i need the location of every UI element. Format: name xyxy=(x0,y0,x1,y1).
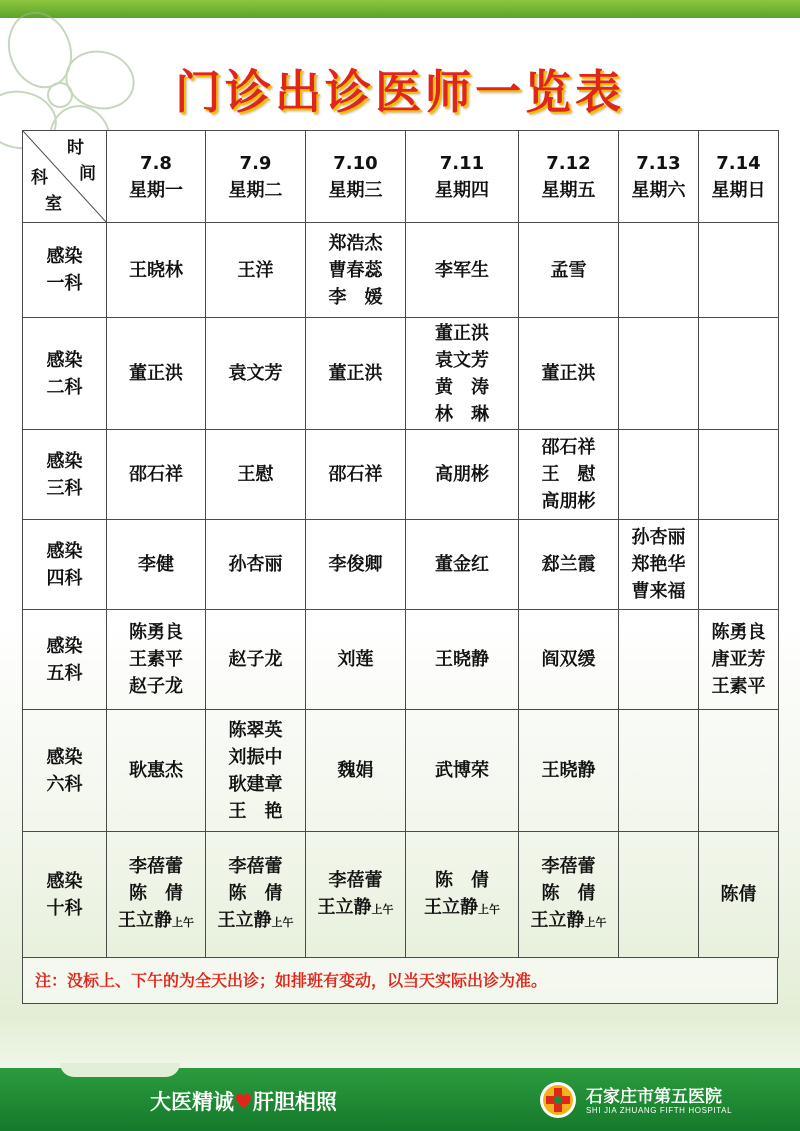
doctor-name: 董正洪 xyxy=(129,363,183,384)
doctor-name: 王晓静 xyxy=(435,649,489,670)
doctor-cell xyxy=(206,710,306,832)
shift-tag: 上午 xyxy=(478,902,500,916)
doctor-cell xyxy=(406,832,519,958)
doctor-cell xyxy=(206,520,306,610)
doctor-cell xyxy=(699,318,779,430)
doctor-name: 林 琳 xyxy=(435,403,489,425)
doctor-name: 陈勇良 xyxy=(129,622,183,643)
doctor-name: 武博荣 xyxy=(435,760,489,781)
dept-label: 四科 xyxy=(46,567,83,589)
doctor-cell xyxy=(519,223,619,318)
day-header: 7.11 星期四 xyxy=(406,131,519,223)
doctor-cell xyxy=(619,610,699,710)
doctor-name: 邵石祥 xyxy=(541,437,596,458)
doctor-cell xyxy=(107,223,206,318)
corner-cell xyxy=(23,131,107,223)
doctor-cell xyxy=(519,710,619,832)
doctor-name: 郄兰霞 xyxy=(541,554,596,575)
doctor-cell xyxy=(699,430,779,520)
doctor-name: 王慰 xyxy=(237,464,274,485)
corner-dept-left: 科 xyxy=(31,168,48,188)
doctor-cell xyxy=(206,430,306,520)
doctor-name: 邵石祥 xyxy=(328,464,383,485)
doctor-name: 李俊卿 xyxy=(328,554,383,575)
doctor-name: 李健 xyxy=(138,554,174,575)
doctor-name: 王素平 xyxy=(129,649,183,670)
day-header: 7.13 星期六 xyxy=(619,131,699,223)
schedule-note: 注：没标上、下午的为全天出诊；如排班有变动，以当天实际出诊为准。 xyxy=(22,958,778,1004)
doctor-name: 董正洪 xyxy=(541,363,596,384)
doctor-cell xyxy=(107,832,206,958)
doctor-name: 郑浩杰 xyxy=(328,232,383,254)
doctor-name: 陈 倩 xyxy=(541,883,596,904)
doctor-name: 唐亚芳 xyxy=(711,649,766,670)
doctor-cell xyxy=(519,610,619,710)
doctor-cell xyxy=(206,223,306,318)
doctor-name: 王立静上午 xyxy=(424,896,500,918)
doctor-cell xyxy=(619,520,699,610)
doctor-name: 李蓓蕾 xyxy=(541,856,596,877)
doctor-cell xyxy=(619,430,699,520)
shift-tag: 上午 xyxy=(584,916,607,929)
doctor-name: 陈翠英 xyxy=(228,719,283,741)
doctor-cell xyxy=(406,223,519,318)
dept-label: 感染 xyxy=(46,450,83,472)
doctor-name: 王立静上午 xyxy=(530,910,607,931)
dept-label: 五科 xyxy=(46,662,83,684)
doctor-cell xyxy=(699,832,779,958)
shift-tag: 上午 xyxy=(371,902,394,916)
doctor-name: 李蓓蕾 xyxy=(228,856,283,877)
doctor-name: 王立静上午 xyxy=(217,910,294,931)
doctor-name: 陈倩 xyxy=(720,884,757,905)
doctor-name: 陈 倩 xyxy=(228,883,283,904)
hospital-name: 石家庄市第五医院 xyxy=(586,1087,722,1107)
doctor-cell xyxy=(107,430,206,520)
doctor-cell xyxy=(406,710,519,832)
table-row xyxy=(23,610,779,710)
doctor-name: 孟雪 xyxy=(550,259,587,281)
doctor-cell xyxy=(107,610,206,710)
doctor-name: 赵子龙 xyxy=(228,649,283,670)
corner-time-bottom: 间 xyxy=(79,164,96,184)
dept-label: 三科 xyxy=(46,477,83,499)
doctor-name: 王立静上午 xyxy=(317,896,394,918)
doctor-cell xyxy=(619,318,699,430)
table-row xyxy=(23,318,779,430)
doctor-name: 赵子龙 xyxy=(129,676,183,697)
doctor-name: 王 慰 xyxy=(541,464,596,485)
doctor-name: 孙杏丽 xyxy=(631,527,686,548)
doctor-name: 王洋 xyxy=(237,259,274,281)
dept-label: 一科 xyxy=(46,273,83,294)
doctor-cell xyxy=(519,318,619,430)
corner-dept-bottom: 室 xyxy=(45,194,62,214)
doctor-name: 陈勇良 xyxy=(711,622,766,643)
dept-cell xyxy=(23,318,107,430)
doctor-name: 高朋彬 xyxy=(541,491,596,512)
hospital-logo-icon xyxy=(538,1080,578,1120)
doctor-name: 李军生 xyxy=(435,259,489,281)
doctor-cell xyxy=(406,318,519,430)
doctor-name: 孙杏丽 xyxy=(228,554,283,575)
dept-label: 感染 xyxy=(46,635,83,657)
dept-label: 十科 xyxy=(46,897,83,919)
doctor-name: 李 媛 xyxy=(328,286,383,308)
day-header: 7.8 星期一 xyxy=(107,131,206,223)
doctor-name: 曹春蕊 xyxy=(328,259,383,281)
dept-label: 感染 xyxy=(46,746,83,768)
doctor-name: 高朋彬 xyxy=(435,464,489,485)
doctor-name: 刘莲 xyxy=(337,649,374,670)
doctor-cell xyxy=(107,318,206,430)
doctor-cell xyxy=(306,520,406,610)
corner-time-top: 时 xyxy=(67,138,84,158)
header-row xyxy=(23,131,779,223)
doctor-cell xyxy=(406,430,519,520)
doctor-cell xyxy=(619,223,699,318)
doctor-name: 黄 涛 xyxy=(435,376,489,398)
doctor-cell xyxy=(519,832,619,958)
dept-label: 二科 xyxy=(46,376,83,398)
doctor-name: 阎双缓 xyxy=(541,649,596,670)
doctor-name: 董正洪 xyxy=(328,363,383,384)
doctor-name: 陈 倩 xyxy=(435,869,489,891)
dept-label: 六科 xyxy=(46,773,83,795)
doctor-name: 邵石祥 xyxy=(129,464,183,485)
slogan-part-b: 肝胆相照 xyxy=(252,1090,337,1114)
table-row xyxy=(23,430,779,520)
doctor-cell xyxy=(699,610,779,710)
shift-tag: 上午 xyxy=(271,916,294,929)
doctor-cell xyxy=(699,710,779,832)
doctor-name: 袁文芳 xyxy=(228,363,283,384)
doctor-cell xyxy=(306,832,406,958)
doctor-name: 魏娟 xyxy=(337,760,374,781)
doctor-cell xyxy=(406,520,519,610)
doctor-name: 董正洪 xyxy=(435,322,489,344)
dept-cell xyxy=(23,520,107,610)
doctor-name: 袁文芳 xyxy=(435,349,489,371)
doctor-name: 耿惠杰 xyxy=(129,760,183,781)
doctor-name: 郑艳华 xyxy=(631,554,686,575)
doctor-name: 王素平 xyxy=(711,676,766,697)
doctor-cell xyxy=(699,520,779,610)
doctor-cell xyxy=(699,223,779,318)
doctor-cell xyxy=(306,610,406,710)
doctor-name: 刘振中 xyxy=(228,746,283,768)
doctor-cell xyxy=(107,520,206,610)
dept-cell xyxy=(23,430,107,520)
footer-slogan xyxy=(150,1086,337,1116)
doctor-name: 陈 倩 xyxy=(129,883,183,904)
day-header: 7.14 星期日 xyxy=(699,131,779,223)
table-row xyxy=(23,832,779,958)
day-header: 7.9 星期二 xyxy=(206,131,306,223)
doctor-name: 王晓林 xyxy=(129,259,183,281)
doctor-cell xyxy=(306,223,406,318)
table-row xyxy=(23,223,779,318)
doctor-name: 王晓静 xyxy=(541,760,596,781)
doctor-name: 李蓓蕾 xyxy=(129,856,183,877)
dept-label: 感染 xyxy=(46,870,83,892)
dept-cell xyxy=(23,610,107,710)
doctor-name: 耿建章 xyxy=(228,773,283,795)
doctor-cell xyxy=(306,318,406,430)
dept-cell xyxy=(23,223,107,318)
dept-label: 感染 xyxy=(46,349,83,371)
doctor-name: 曹来福 xyxy=(631,581,686,602)
table-row xyxy=(23,710,779,832)
dept-cell xyxy=(23,832,107,958)
hospital-name-en: SHI JIA ZHUANG FIFTH HOSPITAL xyxy=(586,1106,733,1115)
doctor-cell xyxy=(206,832,306,958)
slogan-part-a: 大医精诚 xyxy=(150,1090,234,1114)
doctor-name: 王 艳 xyxy=(228,800,283,822)
schedule-table xyxy=(22,130,779,958)
day-header: 7.12 星期五 xyxy=(519,131,619,223)
doctor-name: 董金红 xyxy=(435,554,489,575)
doctor-cell xyxy=(306,710,406,832)
day-header: 7.10 星期三 xyxy=(306,131,406,223)
doctor-cell xyxy=(306,430,406,520)
heart-icon: ♥ xyxy=(234,1090,253,1114)
doctor-name: 王立静上午 xyxy=(118,910,194,931)
dept-label: 感染 xyxy=(46,246,83,267)
table-row xyxy=(23,520,779,610)
shift-tag: 上午 xyxy=(172,916,194,929)
doctor-cell xyxy=(406,610,519,710)
doctor-cell xyxy=(619,710,699,832)
doctor-cell xyxy=(206,318,306,430)
dept-label: 感染 xyxy=(46,540,83,562)
doctor-name: 李蓓蕾 xyxy=(328,869,383,891)
doctor-cell xyxy=(206,610,306,710)
doctor-cell xyxy=(619,832,699,958)
dept-cell xyxy=(23,710,107,832)
doctor-cell xyxy=(519,520,619,610)
doctor-cell xyxy=(107,710,206,832)
page-title: 门诊出诊医师一览表 xyxy=(175,65,625,119)
footer-notch xyxy=(60,1063,180,1077)
doctor-cell xyxy=(519,430,619,520)
